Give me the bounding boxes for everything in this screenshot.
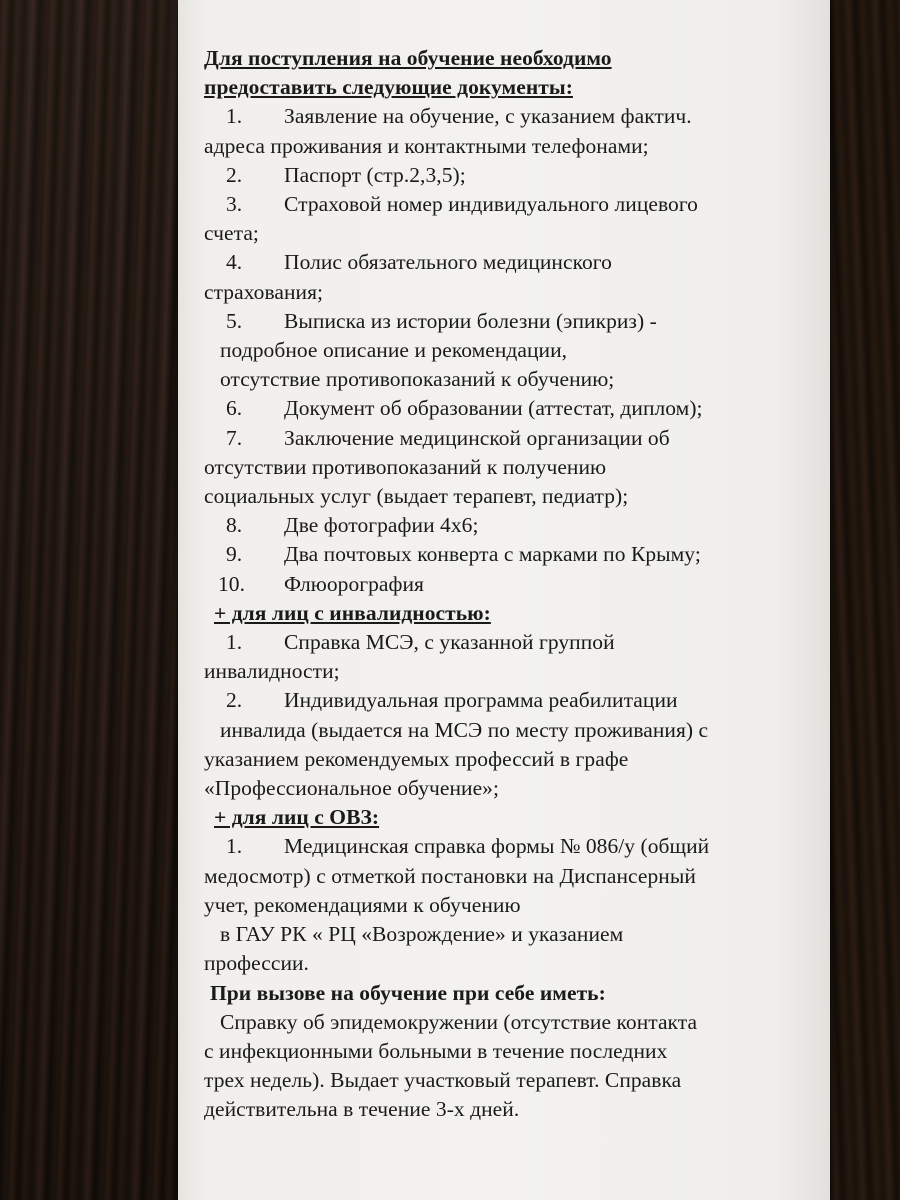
item-text-continuation: «Профессиональное обучение»; <box>204 776 499 801</box>
item-text: Медицинская справка формы № 086/у (общий <box>284 834 710 859</box>
item-text-continuation: счета; <box>204 221 259 246</box>
item-text: Две фотографии 4х6; <box>284 513 479 538</box>
item-text: Заявление на обучение, с указанием фактич. <box>284 104 692 129</box>
item-text-continuation: адреса проживания и контактными телефонами; <box>204 133 649 158</box>
item-text-continuation: профессии. <box>204 951 309 976</box>
list-item <box>204 832 816 861</box>
item-number: 2. <box>226 688 243 713</box>
item-text-continuation: отсутствии противопоказаний к получению <box>204 454 607 479</box>
list-item <box>204 394 816 423</box>
item-text-continuation: учет, рекомендациями к обучению <box>204 892 521 917</box>
call-paragraph-line: действительна в течение 3-х дней. <box>204 1097 520 1122</box>
item-number: 5. <box>226 308 243 333</box>
item-text-continuation: страхования; <box>204 279 324 304</box>
item-number: 6. <box>226 396 243 421</box>
item-text: Полис обязательного медицинского <box>284 250 612 275</box>
document-text <box>204 44 816 1125</box>
list-item <box>204 190 816 219</box>
wooden-desk-right <box>830 0 900 1200</box>
item-number: 8. <box>226 513 243 538</box>
document-heading-line-2: предоставить следующие документы: <box>204 75 573 100</box>
list-item <box>204 424 816 453</box>
item-number: 1. <box>226 104 243 129</box>
item-number: 10. <box>218 571 246 596</box>
item-text-continuation: социальных услуг (выдает терапевт, педиатр); <box>204 484 629 509</box>
item-text: Два почтовых конверта с марками по Крыму; <box>284 542 701 567</box>
item-text-continuation: медосмотр) с отметкой постановки на Диспансерный <box>204 863 696 888</box>
item-number: 9. <box>226 542 243 567</box>
item-number: 4. <box>226 250 243 275</box>
list-item <box>204 570 816 599</box>
list-item <box>204 161 816 190</box>
item-text-continuation: отсутствие противопоказаний к обучению; <box>220 367 615 392</box>
item-text: Индивидуальная программа реабилитации <box>284 688 678 713</box>
item-number: 3. <box>226 192 243 217</box>
item-text: Заключение медицинской организации об <box>284 425 670 450</box>
item-text: Флюорография <box>284 571 424 596</box>
item-text-continuation: инвалидности; <box>204 659 340 684</box>
item-text: Документ об образовании (аттестат, диплом); <box>284 396 703 421</box>
call-paragraph-line: с инфекционными больными в течение последних <box>204 1038 668 1063</box>
item-text: Справка МСЭ, с указанной группой <box>284 630 615 655</box>
paper-sheet <box>178 0 830 1200</box>
item-number: 2. <box>226 162 243 187</box>
call-section-heading: При вызове на обучение при себе иметь: <box>210 980 606 1005</box>
list-item <box>204 540 816 569</box>
call-paragraph-line: трех недель). Выдает участковый терапевт. Справка <box>204 1068 682 1093</box>
list-item <box>204 102 816 131</box>
item-text: Страховой номер индивидуального лицевого <box>284 192 698 217</box>
item-text-continuation: инвалида (выдается на МСЭ по месту проживания) с <box>220 717 709 742</box>
call-paragraph-line: Справку об эпидемокружении (отсутствие контакта <box>220 1009 698 1034</box>
item-text: Выписка из истории болезни (эпикриз) - <box>284 308 657 333</box>
item-text-continuation: в ГАУ РК « РЦ «Возрождение» и указанием <box>220 922 624 947</box>
item-number: 1. <box>226 630 243 655</box>
list-item <box>204 628 816 657</box>
list-item <box>204 248 816 277</box>
list-item <box>204 307 816 336</box>
item-text: Паспорт (стр.2,3,5); <box>284 162 466 187</box>
disability-section-heading: + для лиц с инвалидностью: <box>214 600 491 625</box>
list-item <box>204 511 816 540</box>
wooden-desk-left <box>0 0 180 1200</box>
list-item <box>204 686 816 715</box>
ovz-section-heading: + для лиц с ОВЗ: <box>214 805 380 830</box>
item-number: 1. <box>226 834 243 859</box>
item-number: 7. <box>226 425 243 450</box>
document-heading-line-1: Для поступления на обучение необходимо <box>204 46 612 70</box>
item-text-continuation: подробное описание и рекомендации, <box>220 338 568 363</box>
item-text-continuation: указанием рекомендуемых профессий в графе <box>204 746 629 771</box>
